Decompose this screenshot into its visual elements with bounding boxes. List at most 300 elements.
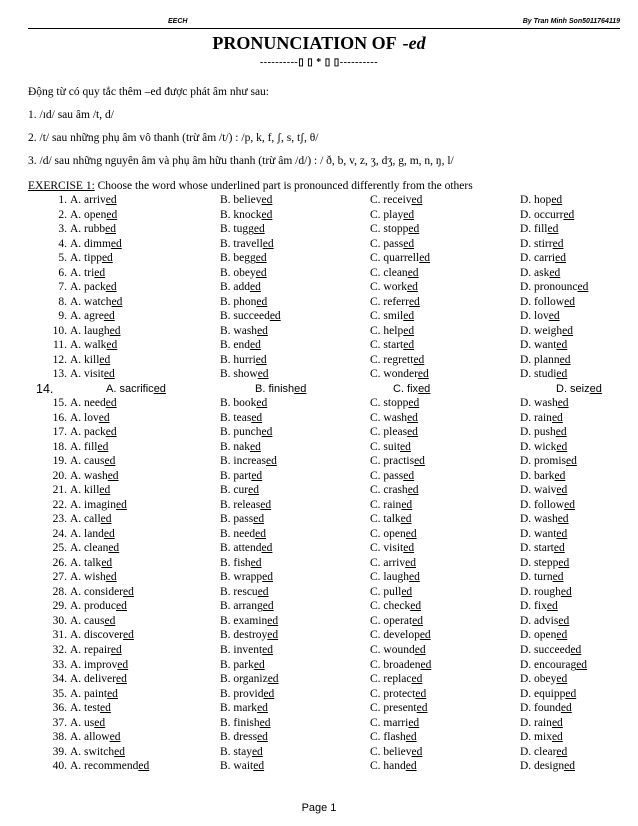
option-b xyxy=(220,658,265,672)
question-row xyxy=(28,498,628,513)
option-a xyxy=(70,687,118,701)
underlined-ending: ed xyxy=(570,643,582,656)
option-a xyxy=(70,251,113,265)
option-b xyxy=(220,672,279,686)
option-c xyxy=(370,483,419,497)
underlined-ending: ed xyxy=(564,498,575,511)
option-stem: A. need xyxy=(70,397,106,410)
option-stem: B. fish xyxy=(220,556,251,569)
exercise-label: EXERCISE 1: xyxy=(28,180,95,192)
underlined-ending: ed xyxy=(419,629,431,642)
header-right: By Tran Minh Son5011764119 xyxy=(522,18,620,25)
question-number: 36. xyxy=(52,702,67,715)
option-a xyxy=(70,309,115,323)
underlined-ending: ed xyxy=(408,571,420,584)
option-d xyxy=(520,614,569,628)
title-decoration: ----------▯ ▯ * ▯ ▯---------- xyxy=(259,57,379,68)
question-number: 18. xyxy=(52,440,67,453)
underlined-ending: ed xyxy=(551,731,563,744)
underlined-ending: ed xyxy=(253,760,265,773)
option-stem: C. broaden xyxy=(370,658,421,671)
option-d xyxy=(520,193,562,207)
underlined-ending: ed xyxy=(416,702,428,715)
option-c xyxy=(370,614,423,628)
option-stem: D. ask xyxy=(520,266,550,279)
option-stem: A. call xyxy=(70,513,101,526)
underlined-ending: ed xyxy=(262,643,274,656)
option-d xyxy=(520,353,570,367)
option-stem: D. carri xyxy=(520,252,556,265)
option-b xyxy=(220,730,268,744)
option-b xyxy=(220,367,269,381)
question-number: 17. xyxy=(52,426,67,439)
question-row xyxy=(28,658,628,673)
option-stem: C. wash xyxy=(370,411,408,424)
option-stem: B. invent xyxy=(220,643,263,656)
option-stem: D. follow xyxy=(520,295,565,308)
header-left: EECH xyxy=(168,18,188,25)
option-stem: D. wash xyxy=(520,513,558,526)
question-number: 27. xyxy=(52,571,67,584)
option-stem: A. recommend xyxy=(70,760,139,773)
question-row xyxy=(28,425,628,440)
underlined-ending: ed xyxy=(558,614,570,627)
option-a xyxy=(70,411,110,425)
option-d xyxy=(556,382,602,396)
option-stem: B. succeed xyxy=(220,310,270,323)
option-stem: A. land xyxy=(70,527,104,540)
option-d xyxy=(520,483,567,497)
option-stem: D. want xyxy=(520,527,557,540)
underlined-ending: ed xyxy=(105,223,116,236)
underlined-ending: ed xyxy=(260,498,272,511)
question-number: 12. xyxy=(52,353,67,366)
question-row xyxy=(28,382,628,397)
underlined-ending: ed xyxy=(403,310,415,323)
option-stem: A. fill xyxy=(70,440,98,453)
option-stem: D. open xyxy=(520,629,557,642)
option-stem: D. design xyxy=(520,760,565,773)
option-stem: B. need xyxy=(220,527,256,540)
option-b xyxy=(220,745,263,759)
underlined-ending: ed xyxy=(262,571,274,584)
option-b xyxy=(220,541,272,555)
title-suffix: -ed xyxy=(402,33,426,53)
question-number: 37. xyxy=(52,716,67,729)
underlined-ending: ed xyxy=(551,716,563,729)
option-stem: C. regrett xyxy=(370,353,414,366)
question-row xyxy=(28,483,628,498)
underlined-ending: ed xyxy=(556,629,568,642)
option-stem: D. advis xyxy=(520,614,559,627)
question-number: 2. xyxy=(58,208,67,221)
option-stem: C. rain xyxy=(370,498,402,511)
underlined-ending: ed xyxy=(105,281,117,294)
option-stem: D. wick xyxy=(520,440,557,453)
option-stem: D. fill xyxy=(520,223,548,236)
underlined-ending: ed xyxy=(261,208,273,221)
underlined-ending: ed xyxy=(549,266,561,279)
underlined-ending: ed xyxy=(267,614,279,627)
underlined-ending: ed xyxy=(407,484,419,497)
question-row xyxy=(28,266,628,281)
option-stem: B. hurri xyxy=(220,353,256,366)
option-stem: B. phon xyxy=(220,295,257,308)
option-stem: B. rescu xyxy=(220,585,258,598)
option-stem: D. promis xyxy=(520,455,566,468)
option-stem: A. tipp xyxy=(70,252,102,265)
underlined-ending: ed xyxy=(556,440,568,453)
underlined-ending: ed xyxy=(97,440,109,453)
underlined-ending: ed xyxy=(405,731,417,744)
option-a xyxy=(70,716,105,730)
option-d xyxy=(520,440,567,454)
option-c xyxy=(370,280,418,294)
option-c xyxy=(370,628,431,642)
exercise-heading xyxy=(28,180,473,192)
option-a xyxy=(70,193,117,207)
underlined-ending: ed xyxy=(104,614,116,627)
option-b xyxy=(220,353,267,367)
option-stem: B. book xyxy=(220,397,257,410)
question-number: 38. xyxy=(52,731,67,744)
option-stem: A. consider xyxy=(70,585,124,598)
running-header xyxy=(28,14,620,29)
underlined-ending: ed xyxy=(403,339,415,352)
option-d xyxy=(520,527,567,541)
underlined-ending: ed xyxy=(564,295,575,308)
page-number: Page 1 xyxy=(301,802,337,814)
option-c xyxy=(370,687,426,701)
option-stem: B. increas xyxy=(220,455,266,468)
option-stem: D. found xyxy=(520,702,561,715)
underlined-ending: ed xyxy=(115,673,127,686)
option-b xyxy=(220,396,267,410)
underlined-ending: ed xyxy=(104,455,116,468)
option-stem: A. wash xyxy=(70,469,108,482)
option-c xyxy=(370,541,414,555)
underlined-ending: ed xyxy=(403,324,415,337)
underlined-ending: ed xyxy=(101,252,113,265)
option-stem: A. dimm xyxy=(70,237,111,250)
underlined-ending: ed xyxy=(403,208,415,221)
underlined-ending: ed xyxy=(267,629,279,642)
rules-intro: Động từ có quy tắc thêm –ed được phát âm như sau: xyxy=(28,86,269,98)
option-stem: D. mix xyxy=(520,731,552,744)
question-number: 15. xyxy=(52,397,67,410)
option-stem: D. equipp xyxy=(520,687,566,700)
underlined-ending: ed xyxy=(401,585,413,598)
underlined-ending: ed xyxy=(101,556,113,569)
option-a xyxy=(70,454,115,468)
underlined-ending: ed xyxy=(401,498,413,511)
option-stem: D. pronounc xyxy=(520,281,578,294)
option-a xyxy=(70,353,110,367)
option-stem: B. arrang xyxy=(220,600,263,613)
option-stem: B. cur xyxy=(220,484,249,497)
underlined-ending: ed xyxy=(248,484,259,497)
option-b xyxy=(220,643,273,657)
option-b xyxy=(220,338,261,352)
option-d xyxy=(520,454,577,468)
option-d xyxy=(520,716,563,730)
option-stem: C. arriv xyxy=(370,556,406,569)
option-stem: B. examin xyxy=(220,614,268,627)
option-stem: A. repair xyxy=(70,643,111,656)
underlined-ending: ed xyxy=(110,237,122,250)
exercise-instruction: Choose the word whose underlined part is pronounced differently from the others xyxy=(94,180,473,192)
underlined-ending: ed xyxy=(576,658,588,671)
underlined-ending: ed xyxy=(553,542,565,555)
option-stem: C. referr xyxy=(370,295,409,308)
option-a xyxy=(70,425,117,439)
option-c xyxy=(370,759,417,773)
option-stem: A. tri xyxy=(70,266,95,279)
underlined-ending: ed xyxy=(405,527,417,540)
underlined-ending: ed xyxy=(153,382,166,395)
underlined-ending: ed xyxy=(107,687,118,700)
option-d xyxy=(520,367,567,381)
underlined-ending: ed xyxy=(267,673,279,686)
question-row xyxy=(28,716,628,731)
option-d xyxy=(520,295,575,309)
option-a xyxy=(70,628,134,642)
option-c xyxy=(370,222,419,236)
underlined-ending: ed xyxy=(107,469,119,482)
question-row xyxy=(28,222,628,237)
option-stem: C. fix xyxy=(393,382,419,395)
underlined-ending: ed xyxy=(403,469,415,482)
option-d xyxy=(520,658,587,672)
underlined-ending: ed xyxy=(552,571,564,584)
underlined-ending: ed xyxy=(250,556,262,569)
underlined-ending: ed xyxy=(99,484,111,497)
question-row xyxy=(28,251,628,266)
option-a xyxy=(70,338,117,352)
option-a xyxy=(70,643,122,657)
underlined-ending: ed xyxy=(116,498,127,511)
option-c xyxy=(370,512,412,526)
underlined-ending: ed xyxy=(411,745,423,758)
option-stem: A. caus xyxy=(70,455,105,468)
option-stem: B. punch xyxy=(220,426,262,439)
option-stem: A. open xyxy=(70,208,107,221)
option-stem: D. clear xyxy=(520,745,557,758)
question-number: 13. xyxy=(52,368,67,381)
option-b xyxy=(220,759,264,773)
option-stem: A. imagin xyxy=(70,498,116,511)
option-c xyxy=(370,570,420,584)
option-stem: B. show xyxy=(220,368,258,381)
option-stem: A. arriv xyxy=(70,194,106,206)
option-stem: B. park xyxy=(220,658,254,671)
underlined-ending: ed xyxy=(562,324,574,337)
option-stem: D. occurr xyxy=(520,208,564,221)
option-d xyxy=(520,469,565,483)
option-c xyxy=(393,382,430,396)
option-b xyxy=(220,222,265,236)
option-stem: C. play xyxy=(370,208,404,221)
exercise-list xyxy=(28,193,628,774)
question-number: 6. xyxy=(58,266,67,279)
option-d xyxy=(520,585,572,599)
option-stem: C. clean xyxy=(370,266,408,279)
underlined-ending: ed xyxy=(257,585,269,598)
option-c xyxy=(370,599,421,613)
underlined-ending: ed xyxy=(257,368,269,381)
underlined-ending: ed xyxy=(109,324,121,337)
option-d xyxy=(520,251,566,265)
option-stem: C. believ xyxy=(370,745,412,758)
option-b xyxy=(220,498,271,512)
option-stem: A. paint xyxy=(70,687,108,700)
underlined-ending: ed xyxy=(253,223,265,236)
option-c xyxy=(370,469,414,483)
underlined-ending: ed xyxy=(256,397,268,410)
option-stem: D. rough xyxy=(520,585,561,598)
option-stem: B. begg xyxy=(220,252,256,265)
question-row xyxy=(28,309,628,324)
underlined-ending: ed xyxy=(269,310,281,323)
option-stem: C. pleas xyxy=(370,426,408,439)
underlined-ending: ed xyxy=(408,716,420,729)
underlined-ending: ed xyxy=(408,223,420,236)
question-number: 26. xyxy=(52,556,67,569)
option-stem: C. work xyxy=(370,281,408,294)
option-stem: C. crash xyxy=(370,484,408,497)
question-row xyxy=(28,585,628,600)
option-stem: D. push xyxy=(520,426,556,439)
underlined-ending: ed xyxy=(103,310,115,323)
underlined-ending: ed xyxy=(262,237,274,250)
underlined-ending: ed xyxy=(138,760,150,773)
question-row xyxy=(28,599,628,614)
option-stem: C. laugh xyxy=(370,571,409,584)
option-c xyxy=(370,251,430,265)
option-c xyxy=(370,266,419,280)
question-number: 20. xyxy=(52,469,67,482)
underlined-ending: ed xyxy=(407,266,419,279)
option-stem: A. rubb xyxy=(70,223,106,236)
option-c xyxy=(370,658,431,672)
option-stem: C. hand xyxy=(370,760,406,773)
option-stem: A. pack xyxy=(70,281,106,294)
option-d xyxy=(520,556,569,570)
underlined-ending: ed xyxy=(259,716,271,729)
underlined-ending: ed xyxy=(560,702,572,715)
option-c xyxy=(370,701,428,715)
underlined-ending: ed xyxy=(552,237,564,250)
question-number: 9. xyxy=(58,310,67,323)
underlined-ending: ed xyxy=(408,397,420,410)
option-stem: D. weigh xyxy=(520,324,563,337)
option-a xyxy=(70,614,115,628)
underlined-ending: ed xyxy=(250,281,261,294)
question-row xyxy=(28,556,628,571)
title-main: PRONUNCIATION OF xyxy=(212,33,397,53)
question-number: 5. xyxy=(58,252,67,265)
option-d xyxy=(520,643,581,657)
option-a xyxy=(70,266,105,280)
option-stem: B. wash xyxy=(220,324,258,337)
option-d xyxy=(520,730,563,744)
option-a xyxy=(70,237,122,251)
option-stem: A. us xyxy=(70,716,95,729)
option-c xyxy=(370,527,417,541)
underlined-ending: ed xyxy=(100,702,111,715)
option-stem: A. laugh xyxy=(70,324,110,337)
question-row xyxy=(28,295,628,310)
underlined-ending: ed xyxy=(555,252,566,265)
underlined-ending: ed xyxy=(253,658,265,671)
option-a xyxy=(70,367,115,381)
underlined-ending: ed xyxy=(577,281,589,294)
option-stem: D. follow xyxy=(520,498,565,511)
underlined-ending: ed xyxy=(566,455,577,468)
option-b xyxy=(220,251,267,265)
underlined-ending: ed xyxy=(103,368,115,381)
option-stem: C. develop xyxy=(370,629,420,642)
option-stem: C. operat xyxy=(370,614,413,627)
underlined-ending: ed xyxy=(559,353,571,366)
option-a xyxy=(70,222,116,236)
underlined-ending: ed xyxy=(123,629,134,642)
underlined-ending: ed xyxy=(403,542,415,555)
underlined-ending: ed xyxy=(556,484,568,497)
option-stem: D. lov xyxy=(520,310,549,323)
option-c xyxy=(370,556,416,570)
option-stem: A. agre xyxy=(70,310,104,323)
question-row xyxy=(28,527,628,542)
option-c xyxy=(370,367,429,381)
option-c xyxy=(370,309,414,323)
option-stem: B. wrapp xyxy=(220,571,263,584)
option-stem: A. kill xyxy=(70,484,100,497)
underlined-ending: ed xyxy=(261,542,273,555)
underlined-ending: ed xyxy=(98,411,110,424)
underlined-ending: ed xyxy=(414,643,426,656)
rule-1: 1. /ɪd/ sau âm /t, d/ xyxy=(28,109,114,121)
option-d xyxy=(520,759,575,773)
underlined-ending: ed xyxy=(255,266,267,279)
option-stem: D. plann xyxy=(520,353,560,366)
option-b xyxy=(220,469,262,483)
option-stem: B. nak xyxy=(220,440,251,453)
option-stem: C. receiv xyxy=(370,194,412,206)
question-row xyxy=(28,411,628,426)
option-d xyxy=(520,222,558,236)
underlined-ending: ed xyxy=(100,513,112,526)
option-b xyxy=(220,614,278,628)
underlined-ending: ed xyxy=(411,673,423,686)
option-a xyxy=(70,570,117,584)
underlined-ending: ed xyxy=(557,397,569,410)
option-d xyxy=(520,411,563,425)
underlined-ending: ed xyxy=(557,513,569,526)
option-stem: C. quarrell xyxy=(370,252,420,265)
option-stem: C. talk xyxy=(370,513,401,526)
option-stem: C. marri xyxy=(370,716,409,729)
option-a xyxy=(70,483,110,497)
option-stem: C. pull xyxy=(370,585,402,598)
underlined-ending: ed xyxy=(117,658,129,671)
option-b xyxy=(220,570,273,584)
option-b xyxy=(220,454,277,468)
option-b xyxy=(220,280,261,294)
question-row xyxy=(28,440,628,455)
option-stem: A. clean xyxy=(70,542,109,555)
question-row xyxy=(28,687,628,702)
